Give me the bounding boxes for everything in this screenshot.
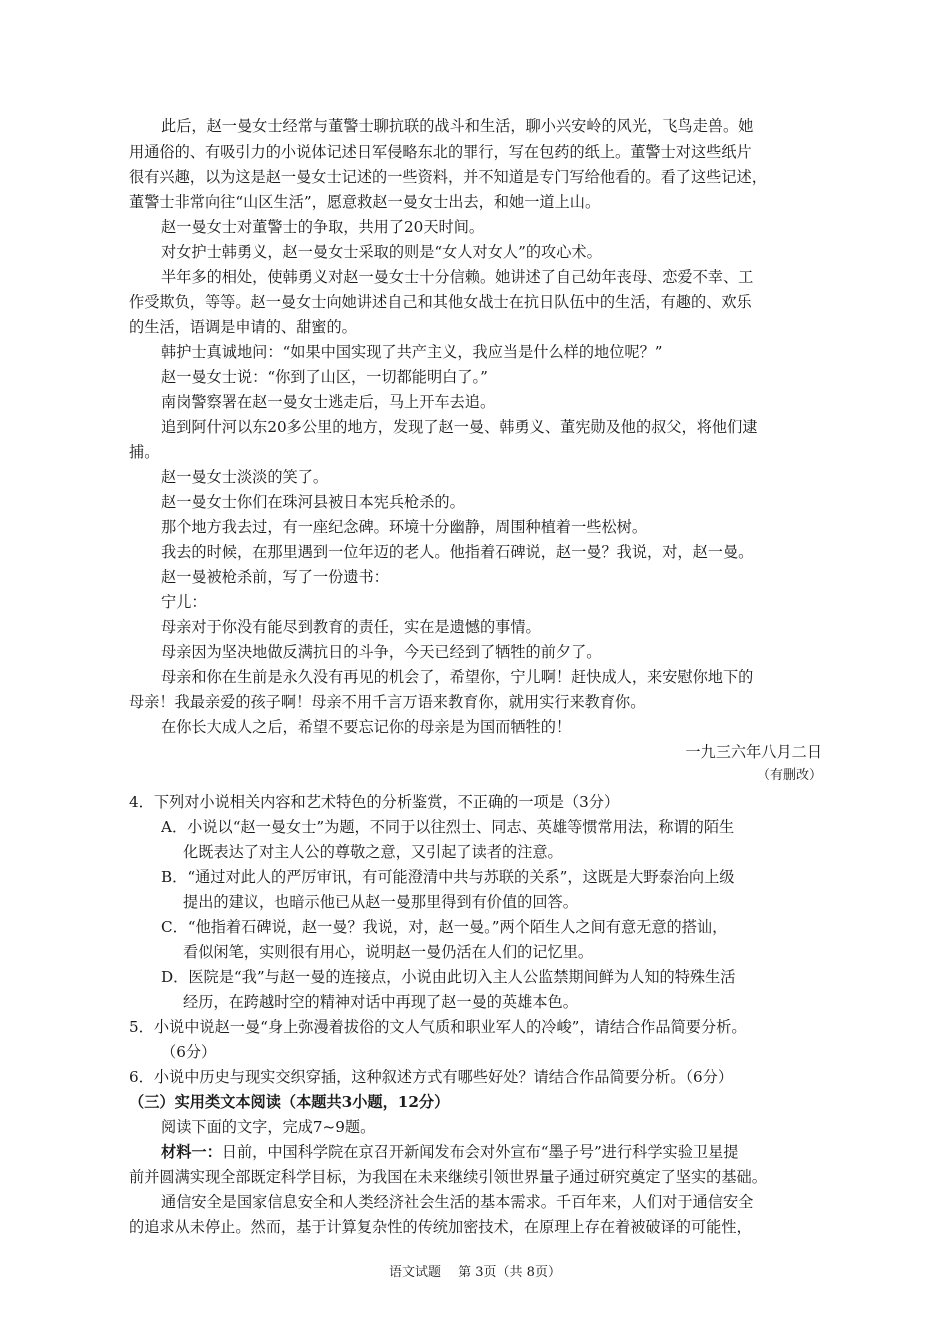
section-instruction: 阅读下面的文字，完成7~9题。 <box>161 1118 376 1136</box>
question-4-option-c: C．“他指着石碑说，赵一曼？我说，对，赵一曼。”两个陌生人之间有意无意的搭讪， <box>161 918 728 936</box>
story-line: 董警士非常向往“山区生活”，愿意救赵一曼女士出去，和她一道上山。 <box>129 193 601 211</box>
story-line: 追到阿什河以东20多公里的地方，发现了赵一曼、韩勇义、董宪勋及他的叔父，将他们逮 <box>161 418 758 436</box>
question-6: 6．小说中历史与现实交织穿插，这种叙述方式有哪些好处？请结合作品简要分析。（6分） <box>129 1068 734 1086</box>
section-heading: （三）实用类文本阅读（本题共3小题，12分） <box>129 1093 450 1111</box>
question-5: 5．小说中说赵一曼“身上弥漫着拔俗的文人气质和职业军人的冷峻”，请结合作品简要分析。 <box>129 1018 747 1036</box>
story-line: 捕。 <box>129 443 160 461</box>
letter-line: 在你长大成人之后，希望不要忘记你的母亲是为国而牺牲的！ <box>161 718 572 736</box>
page-footer: 语文试题 第 3页（共 8页） <box>389 1265 561 1280</box>
material-line: 通信安全是国家信息安全和人类经济社会生活的基本需求。千百年来，人们对于通信安全 <box>161 1193 754 1211</box>
question-4-option-d: D．医院是“我”与赵一曼的连接点，小说由此切入主人公监禁期间鲜为人知的特殊生活 <box>161 968 736 986</box>
story-line: 此后，赵一曼女士经常与董警士聊抗联的战斗和生活，聊小兴安岭的风光，飞鸟走兽。她 <box>161 117 754 135</box>
letter-date: 一九三六年八月二日 <box>685 743 822 761</box>
question-4-stem: 4．下列对小说相关内容和艺术特色的分析鉴赏，不正确的一项是（3分） <box>129 793 620 811</box>
question-4-option-c-cont: 看似闲笔，实则很有用心，说明赵一曼仍活在人们的记忆里。 <box>183 943 594 961</box>
letter-line: 母亲！我最亲爱的孩子啊！母亲不用千言万语来教育你，就用实行来教育你。 <box>129 693 646 711</box>
story-line: 南岗警察署在赵一曼女士逃走后，马上开车去追。 <box>161 393 496 411</box>
letter-salutation: 宁儿： <box>161 593 207 611</box>
story-line: 半年多的相处，使韩勇义对赵一曼女士十分信赖。她讲述了自己幼年丧母、恋爱不幸、工 <box>161 268 754 286</box>
material-line: 前并圆满实现全部既定科学目标，为我国在未来继续引领世界量子通过研究奠定了坚实的基础。 <box>129 1168 767 1186</box>
material-line: 的追求从未停止。然而，基于计算复杂性的传统加密技术，在原理上存在着被破译的可能性， <box>129 1218 752 1236</box>
material-text: 日前，中国科学院在京召开新闻发布会对外宣布“墨子号”进行科学实验卫星提 <box>221 1143 739 1161</box>
story-line: 赵一曼女士对董警士的争取，共用了20天时间。 <box>161 218 485 236</box>
story-line: 作受欺负，等等。赵一曼女士向她讲述自己和其他女战士在抗日队伍中的生活，有趣的、欢乐 <box>129 293 752 311</box>
story-line: 赵一曼被枪杀前，写了一份遗书： <box>161 568 389 586</box>
story-line: 赵一曼女士你们在珠河县被日本宪兵枪杀的。 <box>161 493 465 511</box>
question-4-option-b: B．“通过对此人的严厉审讯，有可能澄清中共与苏联的关系”，这既是大野泰治向上级 <box>161 868 735 886</box>
material-label: 材料一： <box>161 1143 222 1161</box>
story-line: 赵一曼女士说：“你到了山区，一切都能明白了。” <box>161 368 488 386</box>
story-line: 赵一曼女士淡淡的笑了。 <box>161 468 329 486</box>
story-line: 那个地方我去过，有一座纪念碑。环境十分幽静，周围种植着一些松树。 <box>161 518 647 536</box>
source-note: （有删改） <box>756 768 822 783</box>
question-4-option-a: A．小说以“赵一曼女士”为题，不同于以往烈士、同志、英雄等惯常用法，称谓的陌生 <box>161 818 735 836</box>
letter-line: 母亲对于你没有能尽到教育的责任，实在是遗憾的事情。 <box>161 618 541 636</box>
story-line: 很有兴趣，以为这是赵一曼女士记述的一些资料，并不知道是专门写给他看的。看了这些记述， <box>129 168 767 186</box>
question-4-option-b-cont: 提出的建议，也暗示他已从赵一曼那里得到有价值的回答。 <box>183 893 578 911</box>
material-line <box>161 1142 822 1162</box>
question-5-score: （6分） <box>161 1043 217 1061</box>
letter-line: 母亲和你在生前是永久没有再见的机会了，希望你，宁儿啊！赶快成人，来安慰你地下的 <box>161 668 754 686</box>
story-line: 我去的时候，在那里遇到一位年迈的老人。他指着石碑说，赵一曼？我说，对，赵一曼。 <box>161 543 754 561</box>
question-4-option-a-cont: 化既表达了对主人公的尊敬之意，又引起了读者的注意。 <box>183 843 563 861</box>
story-line: 的生活，语调是申请的、甜蜜的。 <box>129 318 357 336</box>
letter-line: 母亲因为坚决地做反满抗日的斗争，今天已经到了牺牲的前夕了。 <box>161 643 602 661</box>
story-line: 对女护士韩勇义，赵一曼女士采取的则是“女人对女人”的攻心术。 <box>161 243 602 261</box>
story-line: 韩护士真诚地问：“如果中国实现了共产主义，我应当是什么样的地位呢？” <box>161 343 663 361</box>
question-4-option-d-cont: 经历，在跨越时空的精神对话中再现了赵一曼的英雄本色。 <box>183 993 578 1011</box>
story-line: 用通俗的、有吸引力的小说体记述日军侵略东北的罪行，写在包药的纸上。董警士对这些纸片 <box>129 143 752 161</box>
